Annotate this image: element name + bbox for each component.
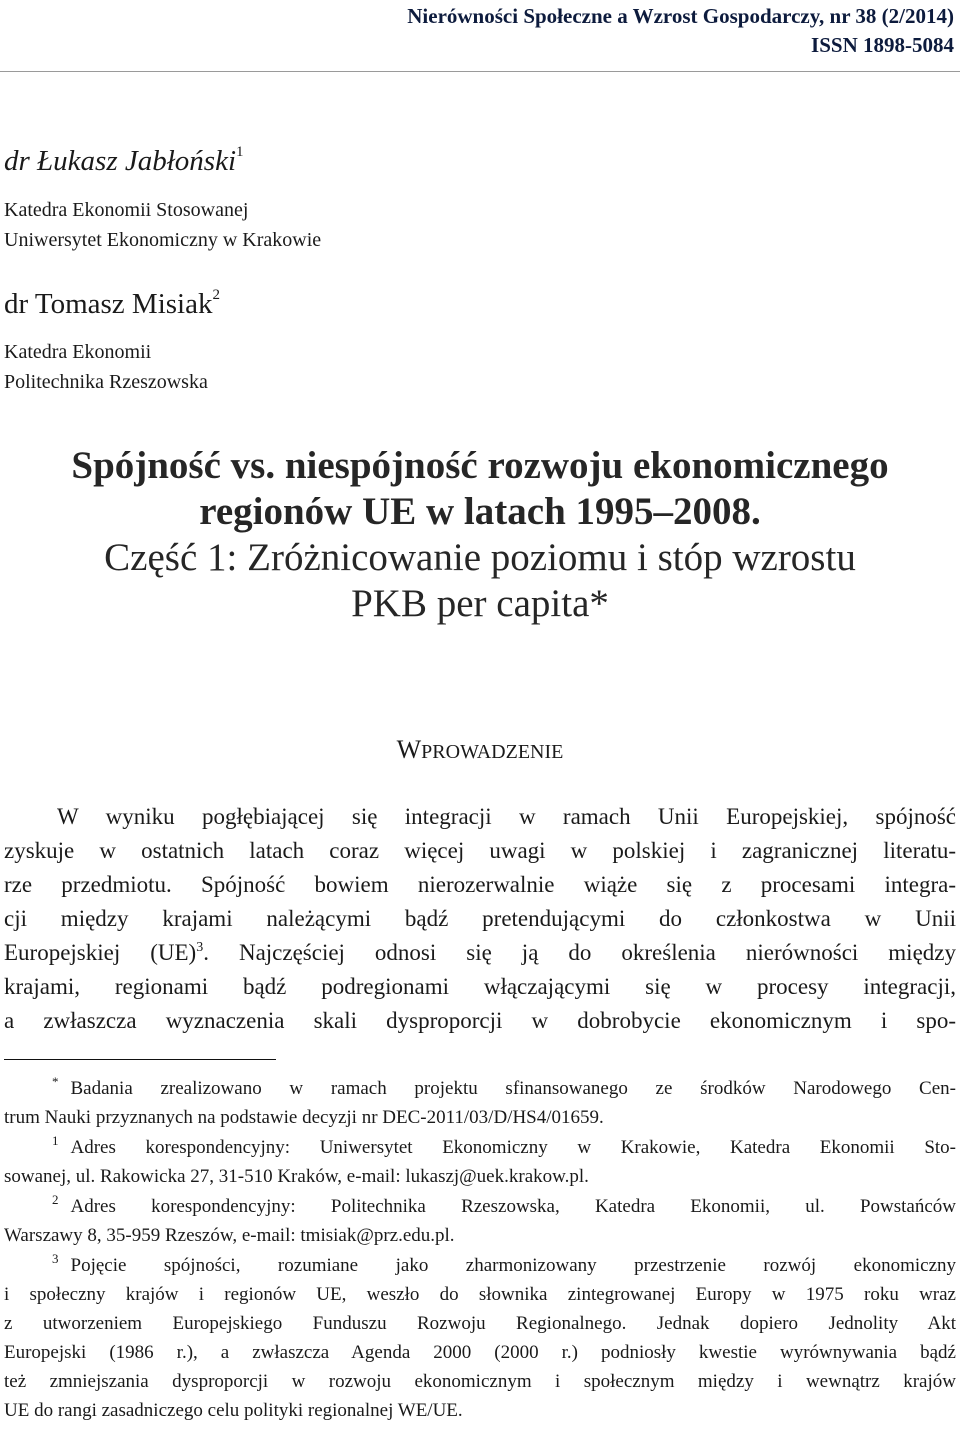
paper-subtitle-line-1: Część 1: Zróżnicowanie poziomu i stóp wzrostu bbox=[104, 536, 856, 579]
author-1-department: Katedra Ekonomii Stosowanej bbox=[4, 199, 249, 221]
author-1-university: Uniwersytet Ekonomiczny w Krakowie bbox=[4, 229, 322, 251]
footnote-3-cont: też zmniejszania dysproporcji w rozwoju ekonomicznym i społecznym między i wewnątrz krajów bbox=[4, 1371, 956, 1392]
body-line: krajami, regionami bądź podregionami włączającymi się w procesy integracji, bbox=[4, 974, 956, 999]
author-2-department: Katedra Ekonomii bbox=[4, 341, 152, 363]
author-1-footnote-mark: 1 bbox=[236, 144, 244, 160]
paper-subtitle-line-2: PKB per capita* bbox=[351, 582, 609, 625]
author-1-name: dr Łukasz Jabłoński$^1$ bbox=[4, 144, 244, 177]
issn: ISSN 1898-5084 bbox=[811, 33, 954, 57]
paper-title-line-2: regionów UE w latach 1995–2008. bbox=[199, 490, 761, 533]
body-line: cji między krajami należącymi bądź pretendującymi do członkostwa w Unii bbox=[4, 906, 956, 931]
footnote-ref-3: 3 bbox=[196, 940, 204, 955]
footnote-star: * Badania zrealizowano w ramach projektu sfinansowanego ze środków Narodowego Cen- bbox=[52, 1074, 956, 1099]
footnote-2-cont: Warszawy 8, 35-959 Rzeszów, e-mail: tmisiak@prz.edu.pl. bbox=[4, 1225, 455, 1246]
footnote-3: $^3$ Pojęcie spójności, rozumiane jako zharmonizowany przestrzenie rozwój ekonomiczny bbox=[52, 1251, 956, 1276]
footnote-star-cont: trum Nauki przyznanych na podstawie decyzji nr DEC-2011/03/D/HS4/01659. bbox=[4, 1107, 604, 1128]
footnote-separator bbox=[4, 1059, 276, 1060]
footnote-3-cont: Europejski (1986 r.), a zwłaszcza Agenda 2000 (2000 r.) podniosły kwestie wyrównywania bądź bbox=[4, 1342, 956, 1363]
footnote-3-cont: i społeczny krajów i regionów UE, weszło do słownika zintegrowanej Europy w 1975 roku wraz bbox=[4, 1284, 956, 1305]
section-heading: WPROWADZENIE bbox=[396, 735, 564, 764]
footnote-2: $^2$ Adres korespondencyjny: Politechnika Rzeszowska, Katedra Ekonomii, ul. Powstańców bbox=[52, 1192, 956, 1217]
body-line: a zwłaszcza wyznaczenia skali dysproporcji w dobrobycie ekonomicznym i spo- bbox=[4, 1008, 956, 1033]
author-2-name: dr Tomasz Misiak$^2$ bbox=[4, 287, 220, 320]
author-2-footnote-mark: 2 bbox=[212, 287, 220, 303]
paper-title-line-1: Spójność vs. niespójność rozwoju ekonomicznego bbox=[71, 444, 889, 487]
footnote-3-cont: z utworzeniem Europejskiego Funduszu Rozwoju Regionalnego. Jednak dopiero Jednolity Akt bbox=[4, 1313, 956, 1334]
header-rule bbox=[0, 71, 960, 72]
body-line: W wyniku pogłębiającej się integracji w ramach Unii Europejskiej, spójność bbox=[57, 804, 956, 829]
footnote-3-cont: UE do rangi zasadniczego celu polityki regionalnej WE/UE. bbox=[4, 1400, 463, 1421]
footnote-1-cont: sowanej, ul. Rakowicka 27, 31-510 Kraków, e-mail: lukaszj@uek.krakow.pl. bbox=[4, 1166, 589, 1187]
footnote-1: $^1$ Adres korespondencyjny: Uniwersytet Ekonomiczny w Krakowie, Katedra Ekonomii Sto- bbox=[52, 1133, 956, 1158]
body-line: rze przedmiotu. Spójność bowiem nierozerwalnie wiąże się z procesami integra- bbox=[4, 872, 956, 897]
journal-title: Nierówności Społeczne a Wzrost Gospodarczy, nr 38 (2/2014) bbox=[407, 4, 954, 28]
body-line: zyskuje w ostatnich latach coraz więcej uwagi w polskiej i zagranicznej literatu- bbox=[4, 838, 956, 863]
author-2-university: Politechnika Rzeszowska bbox=[4, 371, 208, 393]
body-line: Europejskiej (UE)$^3$. Najczęściej odnosi się ją do określenia nierówności między bbox=[4, 940, 956, 965]
